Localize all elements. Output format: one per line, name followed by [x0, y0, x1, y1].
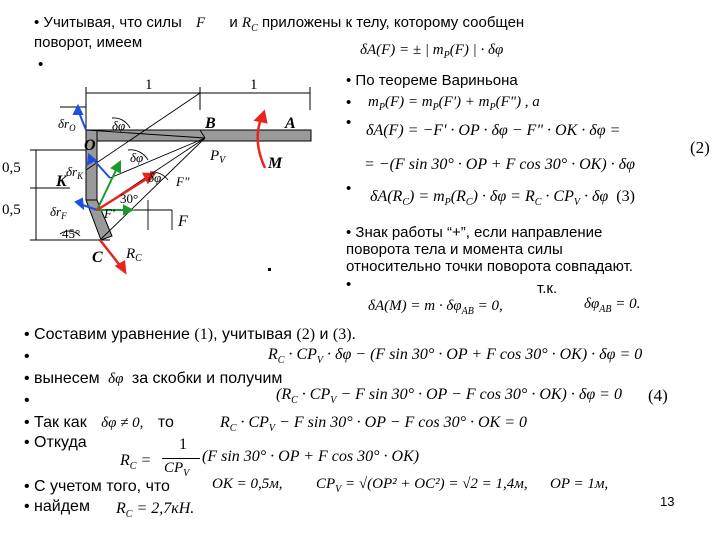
sign-rule-line3: относительно точки поворота совпадают. [346, 258, 633, 275]
wrc-sub2: P [444, 197, 451, 209]
whence-line: • Откуда [24, 434, 87, 451]
fraction-bar [162, 458, 200, 459]
label-RC: $R_C$ [126, 246, 142, 264]
label-PV: $P_V$ [210, 148, 226, 166]
res-r: R [116, 500, 126, 517]
wrc-f: · δφ [579, 188, 609, 205]
dphi-ab-zero [584, 296, 640, 315]
res-sub: C [125, 509, 133, 521]
eqb-sub2: V [330, 395, 337, 407]
varignon-formula [368, 94, 540, 113]
intro-and: и [229, 14, 238, 31]
frac-cp: CP [164, 460, 184, 476]
compose-considering: , учитывая [213, 326, 292, 343]
equation-reduced [220, 414, 527, 434]
eqa-rest: · δφ − (F sin 30° · OP + F cos 30° · OK) · δφ = 0 [323, 346, 643, 363]
eqa-cp: · CP [284, 346, 317, 363]
wrc-c: (R [450, 188, 466, 205]
bottom-bullet-1: • [24, 348, 30, 365]
eqb-sub1: C [291, 395, 298, 407]
compose-eq3: (3) [332, 326, 352, 343]
label-dr-O: $\delta r_O$ [58, 116, 76, 133]
small-marker [268, 268, 271, 271]
reaction-RC-sub: C [251, 23, 258, 34]
vf-rest1: (F) = m [384, 94, 433, 110]
equation-factored [276, 386, 622, 406]
result-value [116, 500, 194, 520]
compose-dot: . [351, 326, 356, 343]
sol-eq: = [136, 452, 152, 469]
varignon-bullet: • [346, 94, 352, 111]
label-O: O [84, 137, 96, 154]
res-rest: = 2,7кН. [132, 500, 195, 517]
since-line [24, 414, 174, 432]
virtual-work-formula-general [360, 42, 503, 61]
label-C: C [92, 249, 103, 266]
eqc-r: R [220, 414, 230, 431]
since-formula: δφ ≠ 0, [101, 415, 144, 431]
vf-m: m [368, 94, 379, 110]
tk-bullet: • [346, 276, 352, 293]
mw-a: δA(M) = m · δφ [368, 298, 462, 314]
eqb-r: (R [276, 386, 292, 403]
vw-formula-a: δA(F) = ± | m [360, 42, 444, 58]
force-F-symbol: F [196, 15, 206, 31]
cp-value [316, 476, 528, 495]
since-then: то [157, 414, 174, 431]
label-30deg: 30° [120, 191, 139, 206]
vf-rest3: (F") , а [495, 94, 540, 110]
eqc-sub1: C [229, 423, 237, 435]
dab-a: δφ [584, 296, 600, 312]
vw-formula-sub: P [443, 50, 450, 61]
mw-sub: AB [461, 306, 474, 317]
rigid-body [86, 130, 311, 240]
label-K: K [56, 173, 67, 190]
label-dphi-1: δφ [112, 118, 126, 133]
label-dphi-3: δφ [148, 170, 162, 185]
empty-bullet-top: • [38, 56, 44, 73]
sol-sub: C [129, 461, 137, 473]
label-dphi-2: δφ [130, 150, 144, 165]
equation-label-2: (2) [690, 138, 710, 157]
fraction-numerator: 1 [179, 436, 187, 453]
sign-rule-line1: • Знак работы “+”, если направление [346, 224, 603, 241]
mw-eq: = 0, [477, 298, 503, 314]
page-number: 13 [660, 494, 675, 509]
wrc-a: δA(R [370, 188, 403, 205]
eqc-cp: · CP [236, 414, 269, 431]
label-F: F [178, 213, 188, 230]
solution-rhs: (F sin 30° · OP + F cos 30° · OK) [202, 448, 420, 465]
label-F-prime: F' [104, 206, 115, 221]
label-dr-K: $\delta r_K$ [66, 164, 84, 181]
label-A: A [285, 115, 296, 132]
vf-rest2: (F') + m [438, 94, 490, 110]
eqa-sub1: C [277, 355, 285, 367]
work-F-formula-line1: δA(F) = −F' · OP · δφ − F" · OK · δφ = [366, 122, 621, 139]
compose-eq1: (1) [194, 326, 214, 343]
dab-eq: = 0. [615, 296, 641, 312]
wrc-d: ) · δφ = R [472, 188, 535, 205]
vf-sub1: P [378, 102, 385, 113]
label-B: B [205, 115, 216, 132]
compose-line [24, 326, 356, 344]
label-F-double-prime: F" [176, 174, 190, 189]
equation-label-4: (4) [648, 386, 668, 405]
label-M: M [268, 155, 283, 172]
work-RC-formula [370, 188, 635, 208]
moment-work-formula [368, 298, 503, 317]
op-value: OP = 1м, [550, 476, 609, 492]
work-RC-bullet: • [346, 180, 352, 197]
reaction-RC-symbol: R [241, 15, 252, 31]
tk-text: т.к. [537, 280, 558, 297]
wrc-sub4: C [534, 197, 542, 209]
since-text: • Так как [24, 414, 87, 431]
sign-rule-line2: поворота тела и момента силы [346, 241, 563, 258]
label-dr-F: $\delta r_F$ [50, 204, 67, 221]
fraction-denominator [164, 460, 189, 479]
wrc-b: ) = m [408, 188, 445, 205]
dim-label-1a: 1 [145, 77, 153, 93]
compose-and: и [319, 326, 329, 343]
dim-label-05a: 0,5 [2, 160, 21, 176]
eqc-rest: − F sin 30° · OP − F cos 30° · OK = 0 [275, 414, 528, 431]
intro-text-b: приложены к телу, которому сообщен [261, 14, 525, 31]
work-F-bullet: • [346, 114, 352, 131]
factor-a: • вынесем [24, 370, 100, 387]
work-F-formula-line2: = −(F sin 30° · OP + F cos 30° · OK) · δφ [364, 156, 635, 173]
equation-label-3: (3) [616, 188, 635, 205]
cpv-cp: CP [316, 476, 336, 492]
wrc-sub3: C [465, 197, 473, 209]
wrc-sub5: V [573, 197, 580, 209]
wrc-e: · CP [541, 188, 574, 205]
factor-b: за скобки и получим [131, 370, 283, 387]
compose-eq2: (2) [296, 326, 316, 343]
eqc-sub2: V [268, 423, 276, 435]
find-line: • найдем [24, 498, 90, 515]
frac-sub: V [183, 468, 190, 479]
eqa-r: R [268, 346, 278, 363]
vf-sub3: P [489, 102, 496, 113]
solution-lhs [120, 452, 151, 472]
vw-formula-end: (F) | · δφ [449, 42, 504, 58]
factor-line [24, 370, 282, 388]
eqb-rest: − F sin 30° · OP − F cos 30° · OK) · δφ = 0 [336, 386, 622, 403]
factor-dphi: δφ [108, 371, 124, 387]
dab-sub: AB [599, 304, 612, 315]
varignon-heading: • По теореме Вариньона [346, 72, 518, 89]
intro-line-2: поворот, имеем [34, 34, 143, 51]
cpv-rest: = √(OP² + OC²) = √2 = 1,4м, [341, 476, 528, 492]
label-45deg: 45° [62, 226, 81, 241]
intro-line-1 [34, 14, 524, 34]
ok-value: OK = 0,5м, [212, 476, 283, 492]
cpv-sub: V [335, 484, 342, 495]
eqb-cp: · CP [297, 386, 331, 403]
compose-text: • Составим уравнение [24, 326, 190, 343]
sol-r: R [120, 452, 130, 469]
eqa-sub2: V [316, 355, 324, 367]
given-line: • С учетом того, что [24, 478, 170, 495]
dim-label-05b: 0,5 [2, 202, 21, 218]
equation-combined [268, 346, 642, 366]
wrc-sub1: C [402, 197, 409, 209]
bottom-bullet-2: • [24, 392, 30, 409]
intro-text-a: • Учитывая, что силы [34, 14, 182, 31]
vf-sub2: P [432, 102, 439, 113]
dim-label-1b: 1 [250, 77, 258, 93]
